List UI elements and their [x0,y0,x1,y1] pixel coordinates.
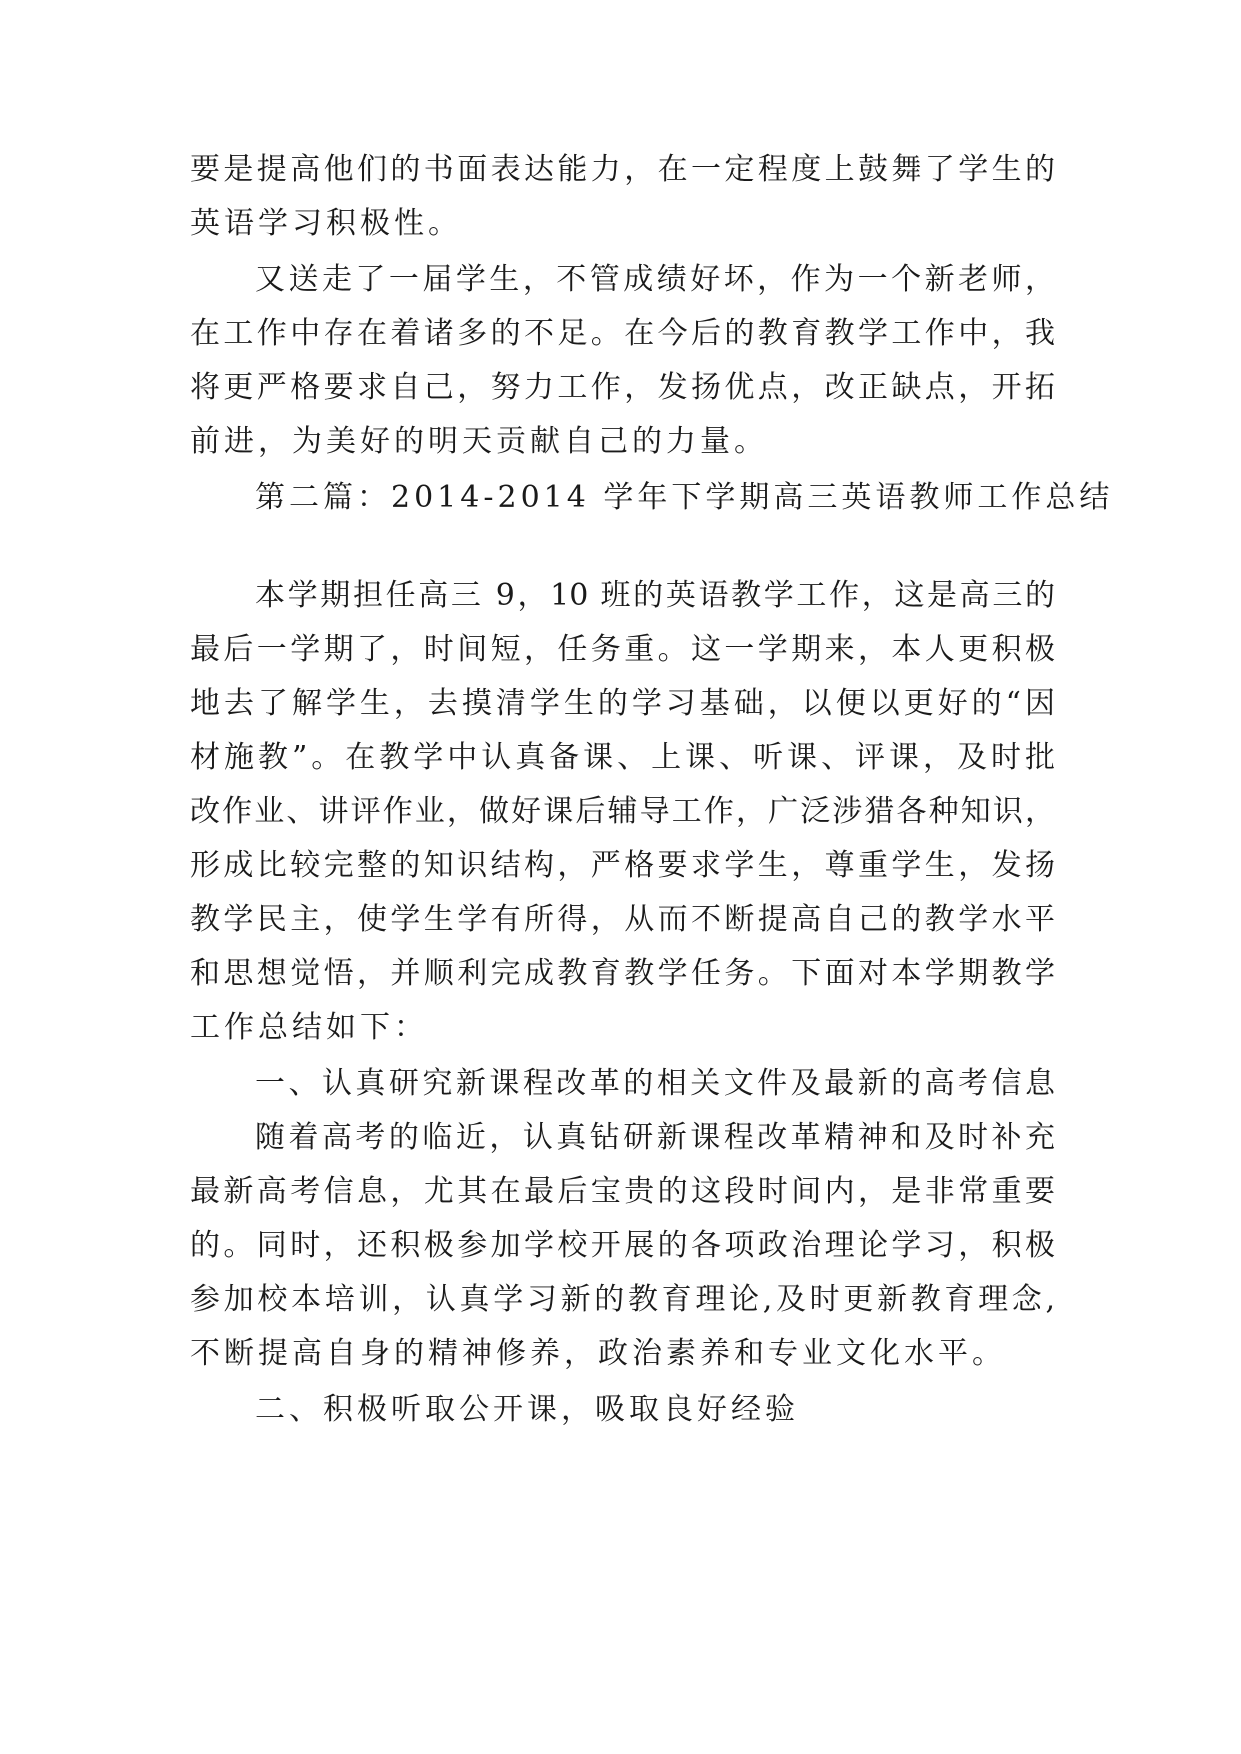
section-heading: 二、积极听取公开课，吸取良好经验 [255,1392,799,1427]
text-line: 不断提高自身的精神修养，政治素养和专业文化水平。 [190,1336,1006,1371]
text-line: 英语学习积极性。 [190,206,462,241]
text-line: 前进，为美好的明天贡献自己的力量。 [190,424,768,459]
text-line: 教学民主，使学生学有所得，从而不断提高自己的教学水平 [190,902,1055,937]
text-line: 和思想觉悟，并顺利完成教育教学任务。下面对本学期教学 [190,956,1055,991]
text-line: 最新高考信息，尤其在最后宝贵的这段时间内，是非常重要 [190,1174,1055,1209]
section-heading: 一、认真研究新课程改革的相关文件及最新的高考信息 [255,1066,1055,1101]
text-line: 改作业、讲评作业，做好课后辅导工作，广泛涉猎各种知识， [190,794,1055,829]
text-line: 将更严格要求自己，努力工作，发扬优点，改正缺点，开拓 [190,370,1055,405]
text-line: 参加校本培训，认真学习新的教育理论,及时更新教育理念, [190,1282,1055,1317]
text-line: 的。同时，还积极参加学校开展的各项政治理论学习，积极 [190,1228,1055,1263]
text-line: 又送走了一届学生，不管成绩好坏，作为一个新老师， [255,262,1055,297]
text-line: 材施教”。在教学中认真备课、上课、听课、评课，及时批 [190,740,1055,775]
text-line: 要是提高他们的书面表达能力，在一定程度上鼓舞了学生的 [190,152,1055,187]
text-line: 地去了解学生，去摸清学生的学习基础，以便以更好的“因 [190,686,1055,721]
text-line: 本学期担任高三 9，10 班的英语教学工作，这是高三的 [255,578,1055,613]
text-line: 工作总结如下： [190,1010,428,1045]
text-line: 最后一学期了，时间短，任务重。这一学期来，本人更积极 [190,632,1055,667]
text-line: 形成比较完整的知识结构，严格要求学生，尊重学生，发扬 [190,848,1055,883]
text-line: 随着高考的临近，认真钻研新课程改革精神和及时补充 [255,1120,1055,1155]
text-line: 在工作中存在着诸多的不足。在今后的教育教学工作中，我 [190,316,1055,351]
section-heading: 第二篇：2014-2014 学年下学期高三英语教师工作总结 [255,480,1114,515]
